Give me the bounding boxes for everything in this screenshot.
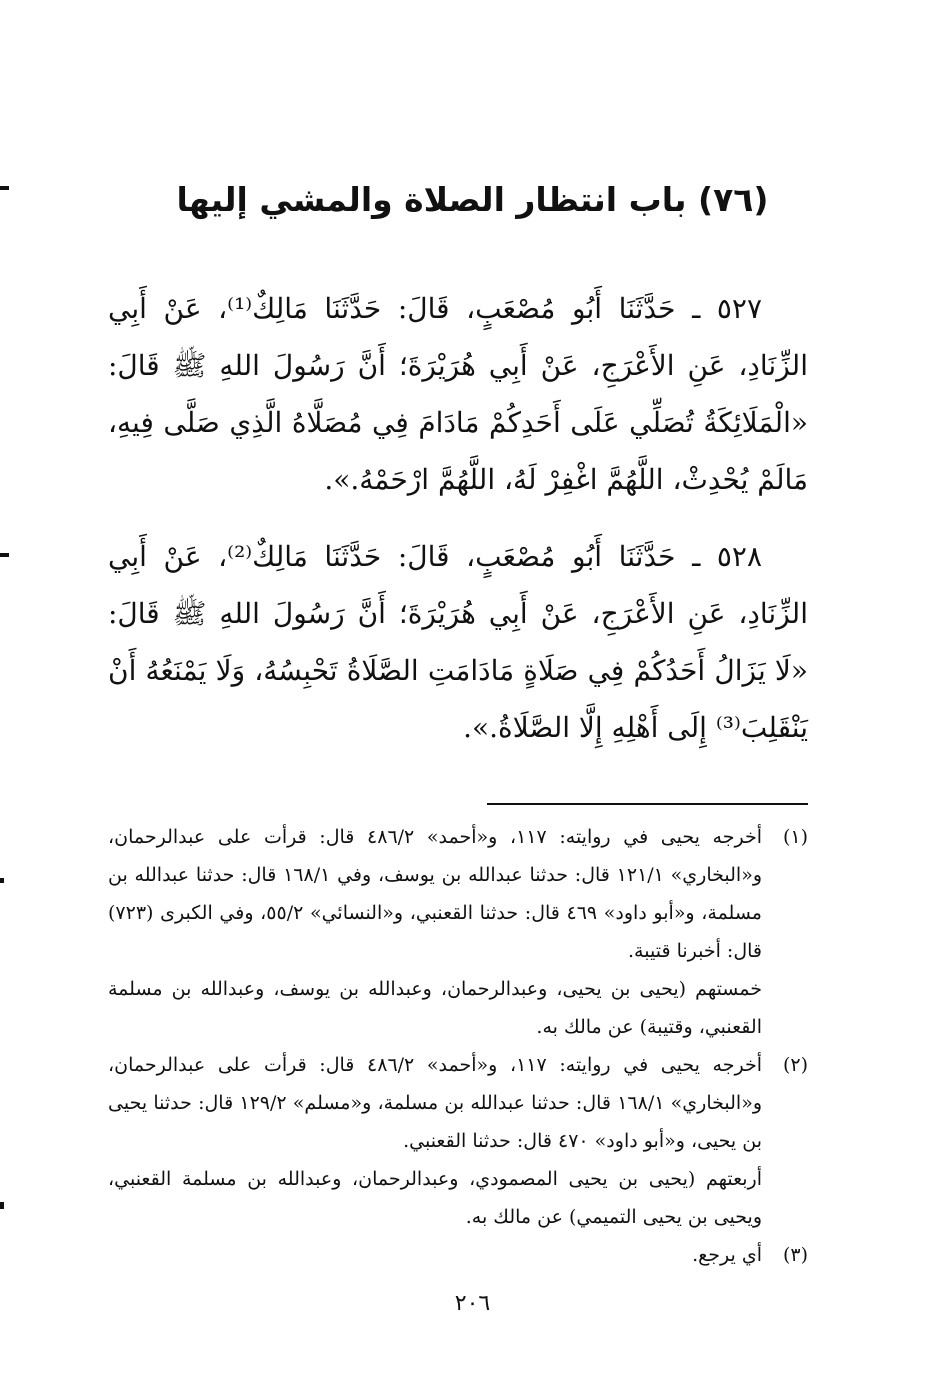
- footnote-3: [108, 1236, 808, 1274]
- margin-mark: [0, 553, 9, 557]
- footnotes: [108, 818, 808, 1274]
- hadith-text: حَدَّثَنَا أَبُو مُصْعَبٍ، قَالَ: حَدَّثَنَا مَالِكٌ⁽¹⁾، عَنْ أَبِي الزِّنَادِ، عَنِ الأَعْرَجِ، عَنْ أَبِي هُرَيْرَةَ؛ أَنَّ رَسُولَ اللهِ ﷺ قَالَ: «الْمَلَائِكَةُ تُصَلِّي عَلَى أَحَدِكُمْ مَادَامَ فِي مُصَلَّاهُ الَّذِي صَلَّى فِيهِ، مَالَمْ يُحْدِثْ، اللَّهُمَّ اغْفِرْ لَهُ، اللَّهُمَّ ارْحَمْهُ.».: [108, 292, 808, 496]
- hadith-text-block: [108, 280, 808, 776]
- footnote-paragraph: أخرجه يحيى في روايته: ١١٧، و«أحمد» ٤٨٦/٢ قال: قرأت على عبدالرحمان، و«البخاري» ١٢١/١ قال: حدثنا عبدالله بن يوسف، وفي ١٦٨/١ قال: حدثنا عبدالله بن مسلمة، و«أبو داود» ٤٦٩ قال: حدثنا القعنبي، و«النسائي» ٥٥/٢، وفي الكبرى (٧٢٣) قال: أخبرنا قتيبة.: [108, 826, 762, 962]
- footnote-paragraph: أربعتهم (يحيى بن يحيى المصمودي، وعبدالرحمان، وعبدالله بن مسلمة القعنبي، ويحيى بن يحيى التميمي) عن مالك به.: [108, 1168, 762, 1228]
- footnote-body: [108, 1236, 762, 1274]
- margin-mark: [0, 878, 4, 883]
- footnote-number: (١): [782, 826, 808, 848]
- footnote-separator: [487, 803, 808, 805]
- footnote-number: (٢): [782, 1054, 808, 1076]
- hadith-text: حَدَّثَنَا أَبُو مُصْعَبٍ، قَالَ: حَدَّثَنَا مَالِكٌ⁽²⁾، عَنْ أَبِي الزِّنَادِ، عَنِ الأَعْرَجِ، عَنْ أَبِي هُرَيْرَةَ؛ أَنَّ رَسُولَ اللهِ ﷺ قَالَ: «لَا يَزَالُ أَحَدُكُمْ فِي صَلَاةٍ مَادَامَتِ الصَّلَاةُ تَحْبِسُهُ، وَلَا يَمْنَعُهُ أَنْ يَنْقَلِبَ⁽³⁾ إِلَى أَهْلِهِ إِلَّا الصَّلَاةُ.».: [108, 540, 808, 744]
- footnote-paragraph: أخرجه يحيى في روايته: ١١٧، و«أحمد» ٤٨٦/٢ قال: قرأت على عبدالرحمان، و«البخاري» ١٦٨/١ قال: حدثنا عبدالله بن مسلمة، و«مسلم» ١٢٩/٢ قال: حدثنا يحيى بن يحيى، و«أبو داود» ٤٧٠ قال: حدثنا القعنبي.: [108, 1054, 762, 1152]
- hadith-527: [108, 280, 808, 508]
- footnote-number: (٣): [782, 1244, 808, 1266]
- footnote-paragraph: خمستهم (يحيى بن يحيى، وعبدالرحمان، وعبدالله بن يوسف، وعبدالله بن مسلمة القعنبي، وقتيبة) عن مالك به.: [108, 978, 762, 1038]
- footnote-body: [108, 1046, 762, 1236]
- hadith-number: ٥٢٧ ـ: [692, 292, 762, 325]
- hadith-528: [108, 528, 808, 756]
- footnote-body: [108, 818, 762, 1046]
- footnote-1: [108, 818, 808, 1046]
- page-number: ٢٠٦: [454, 1291, 491, 1316]
- hadith-number: ٥٢٨ ـ: [692, 540, 762, 573]
- margin-mark: [0, 1202, 4, 1209]
- footnote-paragraph: أي يرجع.: [692, 1244, 762, 1266]
- footnote-2: [108, 1046, 808, 1236]
- chapter-heading: (٧٦) باب انتظار الصلاة والمشي إليها: [176, 180, 769, 219]
